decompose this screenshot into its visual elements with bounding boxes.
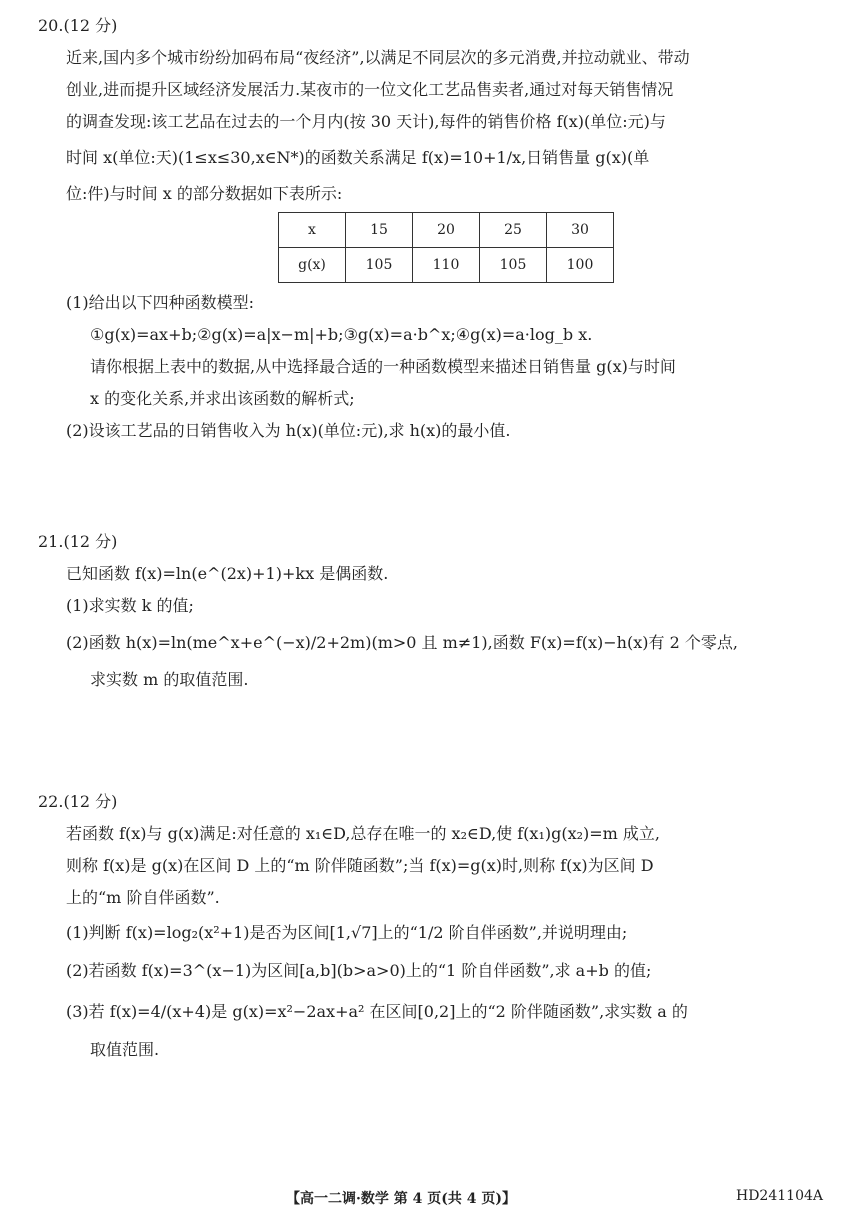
q20-sub-1-line-3: x 的变化关系,并求出该函数的解析式;	[90, 389, 355, 408]
table-cell: g(x)	[279, 248, 346, 283]
q21-sub-1: (1)求实数 k 的值;	[66, 596, 194, 615]
question-20	[38, 10, 828, 447]
table-cell: 105	[346, 248, 413, 283]
q20-sub-1-models: ①g(x)=ax+b;②g(x)=a|x−m|+b;③g(x)=a·b^x;④g(x)=a·log_b x.	[90, 325, 593, 344]
q22-sub-2: (2)若函数 f(x)=3^(x−1)为区间[a,b](b>a>0)上的“1 阶自伴函数”,求 a+b 的值;	[66, 961, 652, 980]
footer-page-info: 【高一二调·数学 第 4 页(共 4 页)】	[286, 1191, 516, 1207]
question-21	[38, 526, 828, 696]
q21-text-line-1: 已知函数 f(x)=ln(e^(2x)+1)+kx 是偶函数.	[66, 564, 389, 583]
question-22-header: 22.(12 分)	[38, 792, 118, 811]
table-cell: 110	[413, 248, 480, 283]
q22-sub-1: (1)判断 f(x)=log₂(x²+1)是否为区间[1,√7]上的“1/2 阶自伴函数”,并说明理由;	[66, 923, 628, 942]
q21-sub-2: (2)函数 h(x)=ln(me^x+e^(−x)/2+2m)(m>0 且 m≠1),函数 F(x)=f(x)−h(x)有 2 个零点,	[66, 633, 738, 652]
question-21-header: 21.(12 分)	[38, 532, 118, 551]
table-cell: 100	[547, 248, 614, 283]
data-table	[278, 212, 614, 283]
q22-text-line-1: 若函数 f(x)与 g(x)满足:对任意的 x₁∈D,总存在唯一的 x₂∈D,使 f(x₁)g(x₂)=m 成立,	[66, 824, 661, 843]
q22-text-line-3: 上的“m 阶自伴函数”.	[66, 888, 220, 907]
question-22	[38, 786, 828, 1066]
table-cell: 105	[480, 248, 547, 283]
q22-sub-3-line-2: 取值范围.	[90, 1040, 160, 1059]
q21-sub-2-line-2: 求实数 m 的取值范围.	[90, 670, 249, 689]
table-cell: 20	[413, 213, 480, 248]
q22-sub-3: (3)若 f(x)=4/(x+4)是 g(x)=x²−2ax+a² 在区间[0,2]上的“2 阶伴随函数”,求实数 a 的	[66, 1002, 688, 1021]
table-cell: 25	[480, 213, 547, 248]
q20-sub-2: (2)设该工艺品的日销售收入为 h(x)(单位:元),求 h(x)的最小值.	[66, 421, 511, 440]
q20-text-line-5: 位:件)与时间 x 的部分数据如下表所示:	[66, 184, 343, 203]
q20-sub-1: (1)给出以下四种函数模型:	[66, 293, 255, 312]
table-cell: 30	[547, 213, 614, 248]
question-20-header: 20.(12 分)	[38, 16, 118, 35]
table-cell: x	[279, 213, 346, 248]
q20-text-line-3: 的调查发现:该工艺品在过去的一个月内(按 30 天计),每件的销售价格 f(x)(单位:元)与	[66, 112, 666, 131]
table-cell: 15	[346, 213, 413, 248]
table-row	[279, 213, 614, 248]
q20-text-line-4: 时间 x(单位:天)(1≤x≤30,x∈N*)的函数关系满足 f(x)=10+1/x,日销售量 g(x)(单	[66, 148, 650, 167]
footer-code: HD241104A	[736, 1188, 823, 1204]
q20-text-line-1: 近来,国内多个城市纷纷加码布局“夜经济”,以满足不同层次的多元消费,并拉动就业、带动	[66, 48, 690, 67]
q22-text-line-2: 则称 f(x)是 g(x)在区间 D 上的“m 阶伴随函数”;当 f(x)=g(x)时,则称 f(x)为区间 D	[66, 856, 654, 875]
q20-text-line-2: 创业,进而提升区域经济发展活力.某夜市的一位文化工艺品售卖者,通过对每天销售情况	[66, 80, 674, 99]
q20-sub-1-line-2: 请你根据上表中的数据,从中选择最合适的一种函数模型来描述日销售量 g(x)与时间	[90, 357, 676, 376]
table-row	[279, 248, 614, 283]
